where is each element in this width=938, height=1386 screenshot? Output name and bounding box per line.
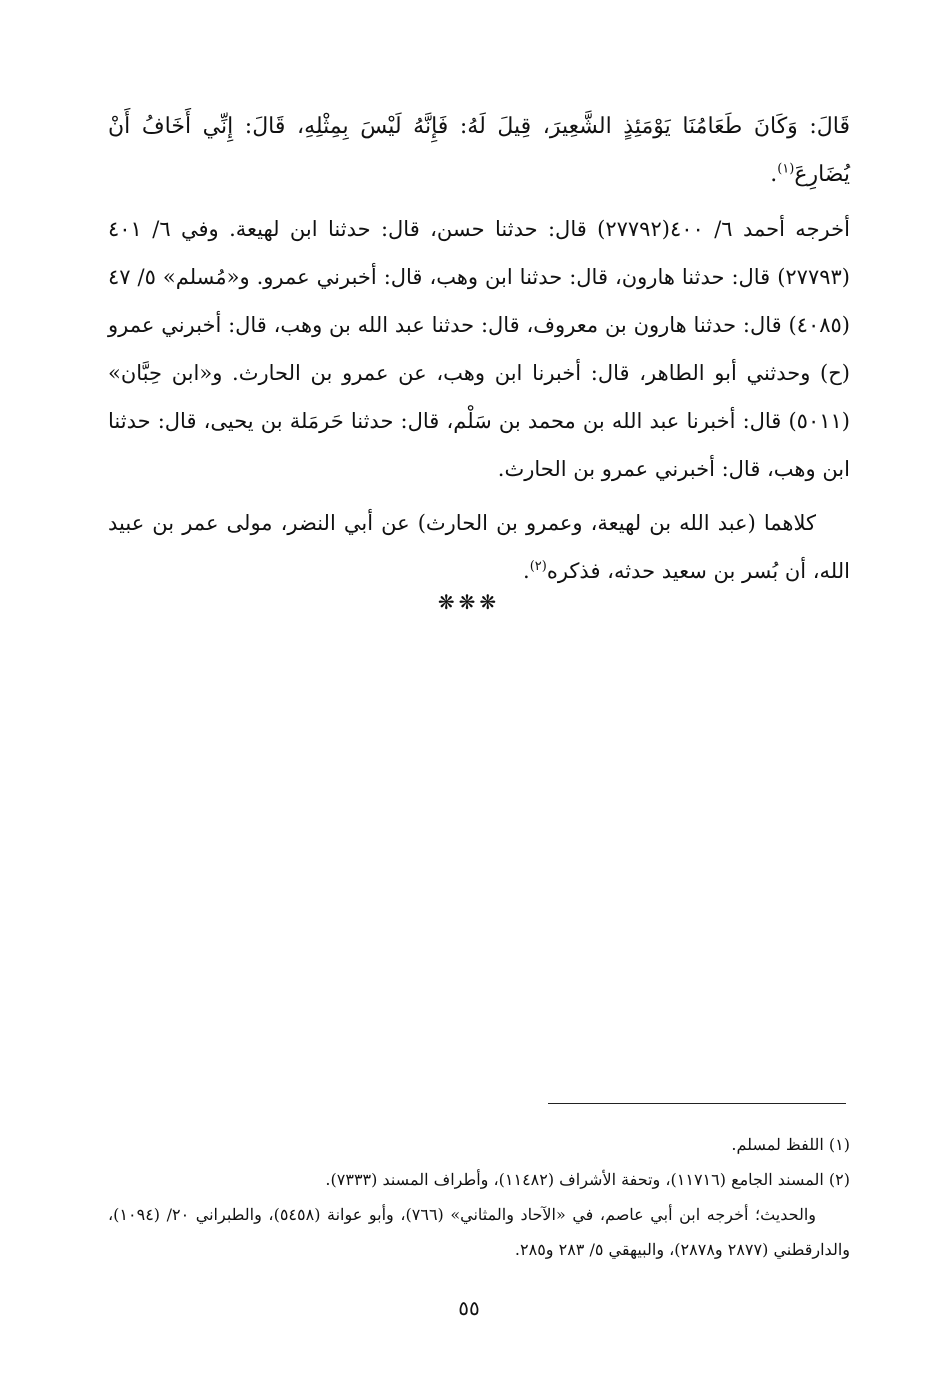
summary-text: كلاهما (عبد الله بن لهيعة، وعمرو بن الحارث) عن أبي النضر، مولى عمر بن عبيد الله، أن بُسر بن سعيد حدثه، فذكره [108,511,850,583]
footnote-1: (١) اللفظ لمسلم. [731,1135,850,1154]
hadith-quote-text: قَالَ: وَكَانَ طَعَامُنَا يَوْمَئِذٍ الشَّعِيرَ، قِيلَ لَهُ: فَإِنَّهُ لَيْسَ بِمِثْلِهِ، قَالَ: إِنِّي أَخَافُ أَنْ يُضَارِعَ [108,114,850,187]
footnote-divider [548,1103,846,1104]
section-separator: ❋❋❋ [437,590,501,614]
main-text [108,103,850,601]
takhrij-paragraph: أخرجه أحمد ٦/ ٤٠٠(٢٧٧٩٢) قال: حدثنا حسن، قال: حدثنا ابن لهيعة. وفي ٦/ ٤٠١ (٢٧٧٩٣) قال: حدثنا هارون، قال: حدثنا ابن وهب، قال: أخبرني عمرو. و«مُسلم» ٥/ ٤٧ (٤٠٨٥) قال: حدثنا هارون بن معروف، قال: حدثنا عبد الله بن وهب، قال: أخبرني عمرو (ح) وحدثني أبو الطاهر، قال: أخبرنا ابن وهب، عن عمرو بن الحارث. و«ابن حِبَّان» (٥٠١١) قال: أخبرنا عبد الله بن محمد بن سَلْم، قال: حدثنا حَرمَلة بن يحيى، قال: حدثنا ابن وهب، قال: أخبرني عمرو بن الحارث. [108,217,850,481]
summary-paragraph: كلاهما (عبد الله بن لهيعة، وعمرو بن الحارث) عن أبي النضر، مولى عمر بن عبيد الله، أن بُسر بن سعيد حدثه، فذكره$^{(٢)}$. [108,511,850,583]
footnote-ref-2: (٢) [529,559,547,574]
page-number: ٥٥ [458,1296,480,1320]
footnote-2: (٢) المسند الجامع (١١٧١٦)، وتحفة الأشراف (١١٤٨٢)، وأطراف المسند (٧٣٣٣). [325,1170,850,1189]
footnote-2-continuation: والحديث؛ أخرجه ابن أبي عاصم، في «الآحاد والمثاني» (٧٦٦)، وأبو عوانة (٥٤٥٨)، والطبراني ٢٠/ (١٠٩٤)، والدارقطني (٢٨٧٧ و٢٨٧٨)، والبيهقي ٥/ ٢٨٣ و٢٨٥. [108,1205,850,1259]
hadith-quote: قَالَ: وَكَانَ طَعَامُنَا يَوْمَئِذٍ الشَّعِيرَ، قِيلَ لَهُ: فَإِنَّهُ لَيْسَ بِمِثْلِهِ، قَالَ: إِنِّي أَخَافُ أَنْ يُضَارِعَ$^{(١)}$. [108,114,850,187]
footnote-ref-1: (١) [777,161,795,177]
footnotes [108,1127,850,1267]
